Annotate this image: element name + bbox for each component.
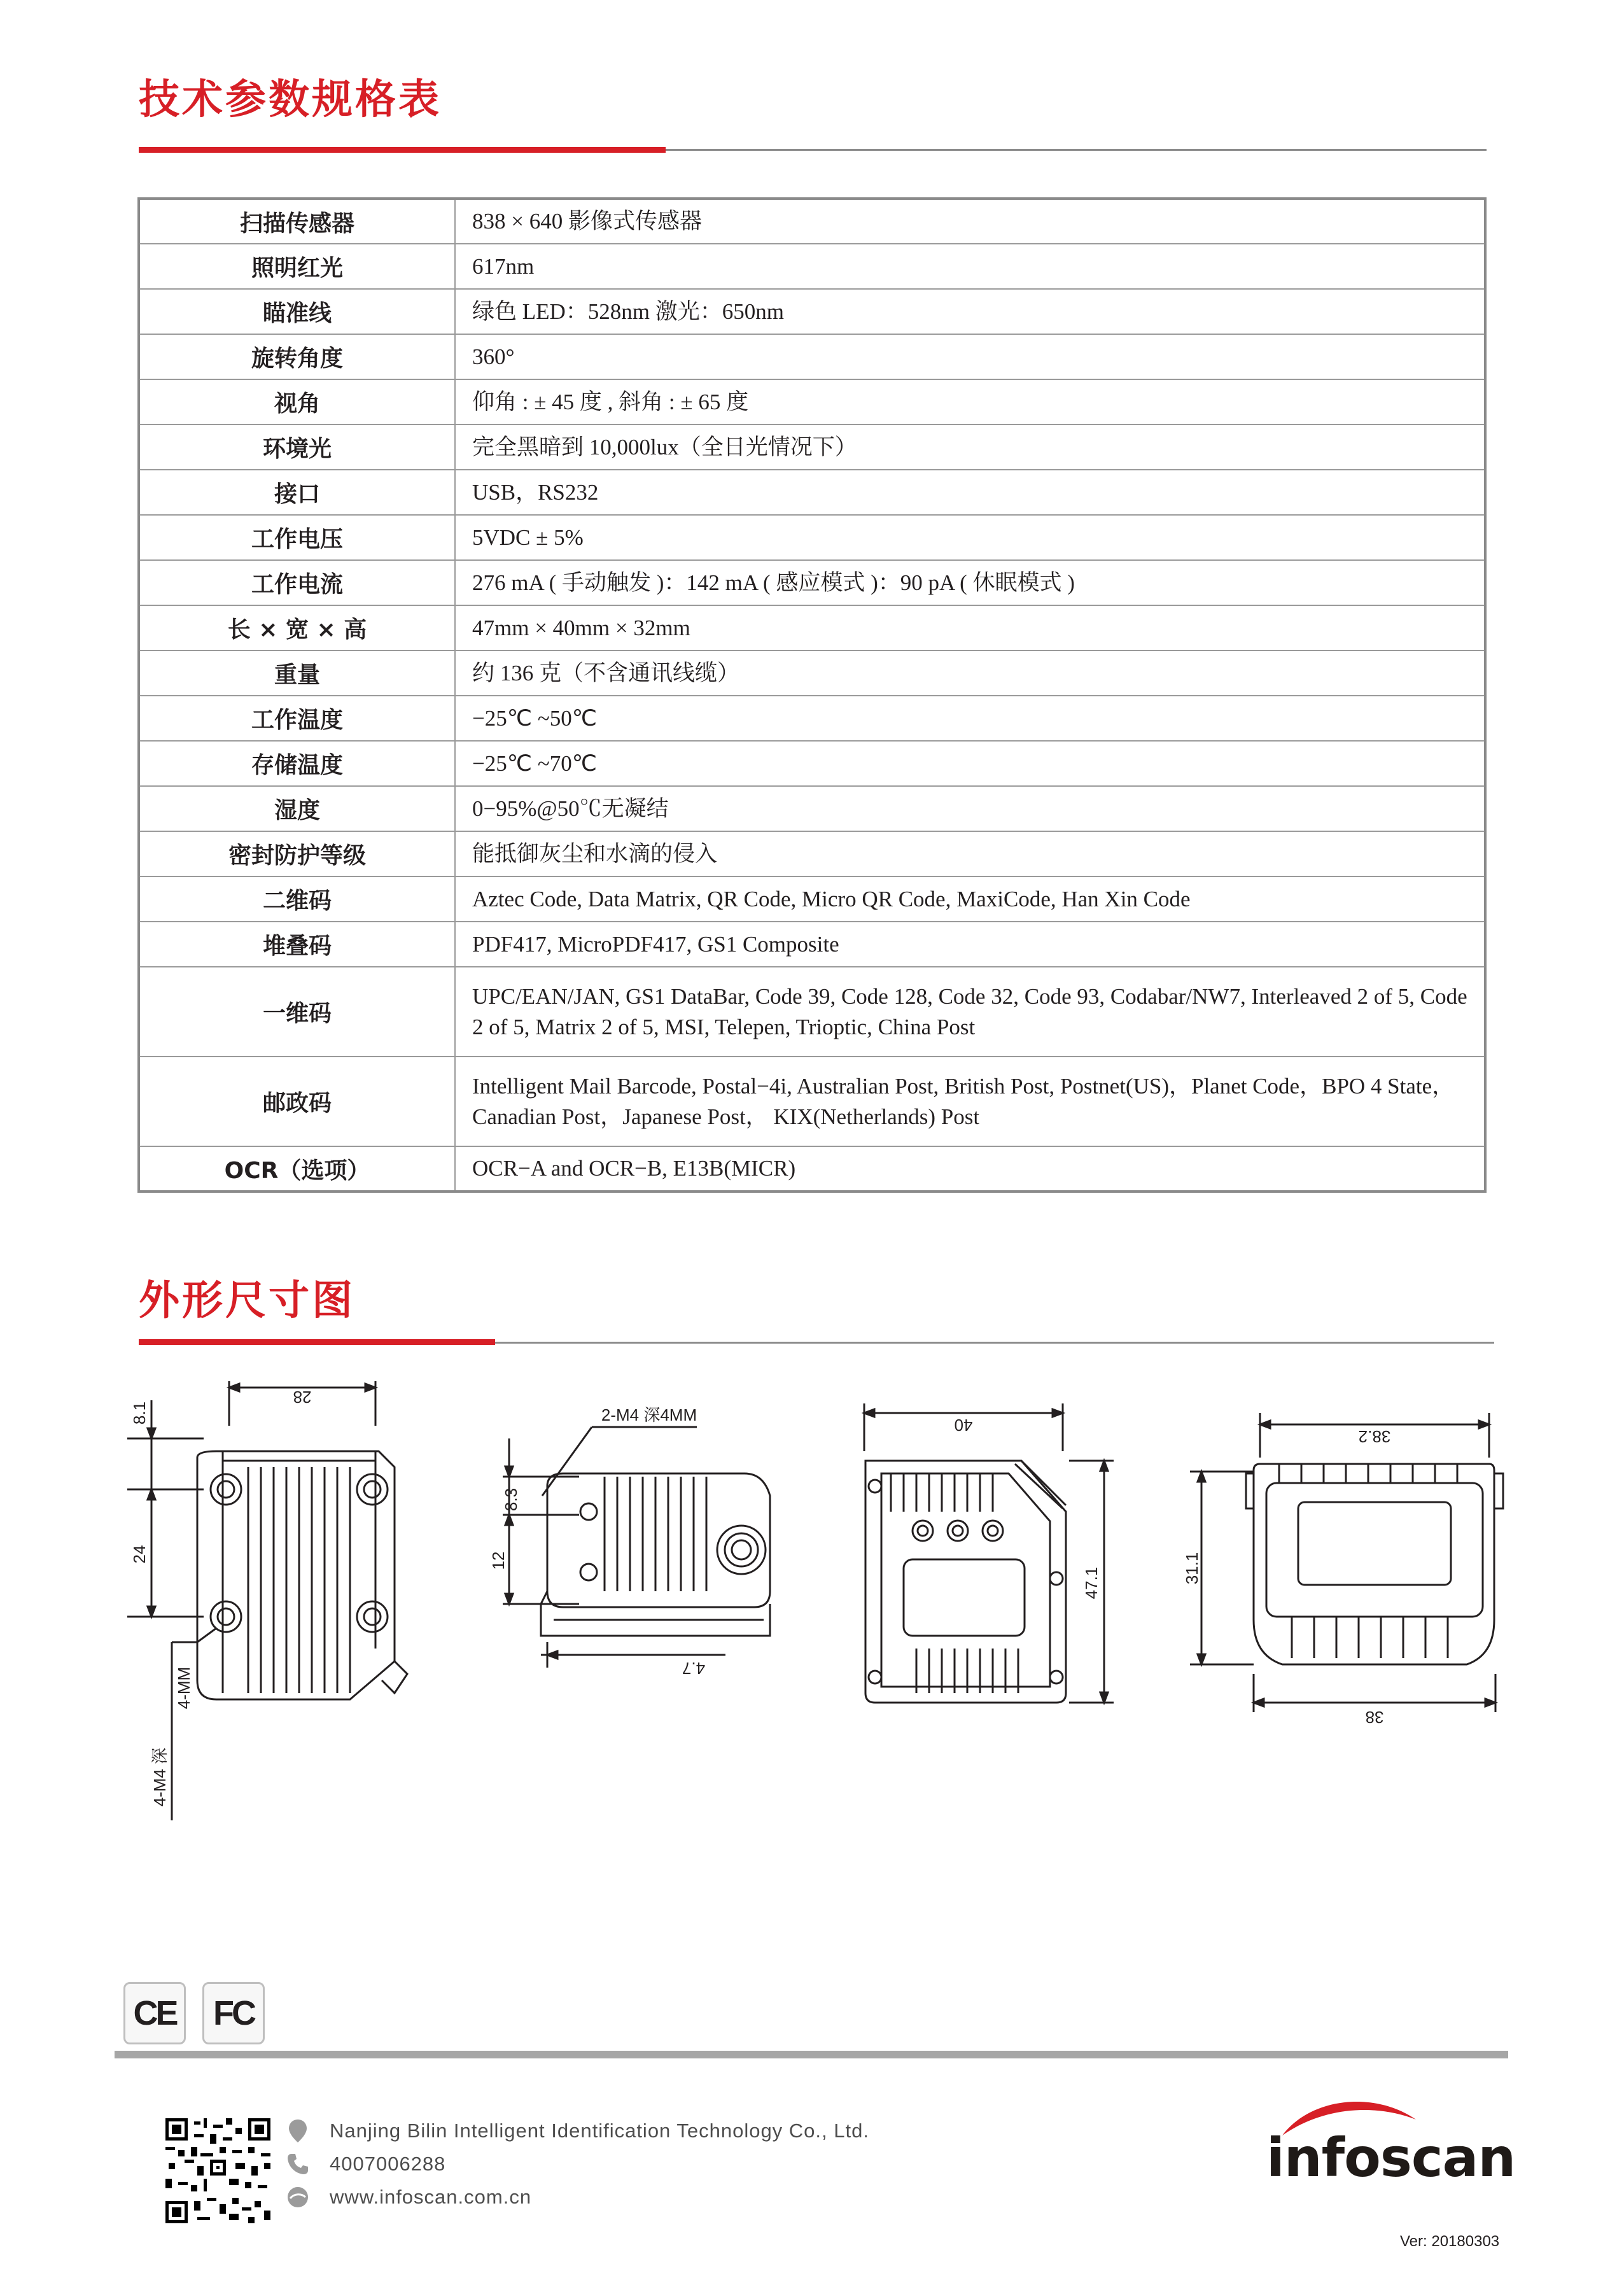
dim-side-4-7: 4.7 (682, 1659, 706, 1678)
dim-back-31-1: 31.1 (1182, 1552, 1201, 1585)
dimension-view-back (1177, 1400, 1508, 1744)
spec-row (139, 515, 1485, 560)
version-label: Ver: 20180303 (1400, 2233, 1500, 2250)
spec-label: 接口 (139, 470, 455, 515)
spec-row (139, 244, 1485, 289)
location-icon (285, 2118, 311, 2144)
spec-value: 约 136 克（不含通讯线缆） (455, 650, 1485, 696)
qr-code (165, 2118, 270, 2223)
spec-value: 绿色 LED：528nm 激光：650nm (455, 289, 1485, 334)
spec-label: 存储温度 (139, 741, 455, 786)
spec-value: UPC/EAN/JAN, GS1 DataBar, Code 39, Code 128, Code 32, Code 93, Codabar/NW7, Interleaved 2 of 5, Code 2 of 5, Matrix 2 of 5, MSI, Telepen, Trioptic, China Post (455, 967, 1485, 1057)
dimension-view-top (115, 1362, 445, 1833)
dim-back-38: 38 (1365, 1708, 1384, 1727)
dimension-section-title: 外形尺寸图 (139, 1277, 355, 1325)
dim-back-38-2: 38.2 (1358, 1427, 1391, 1446)
dimension-view-side (484, 1400, 815, 1693)
spec-row (139, 831, 1485, 876)
spec-label: 一维码 (139, 967, 455, 1057)
spec-label: 扫描传感器 (139, 199, 455, 244)
dimension-view-front (846, 1394, 1139, 1731)
spec-row (139, 741, 1485, 786)
spec-label: 二维码 (139, 876, 455, 922)
dim-left-8-1: 8.1 (130, 1401, 149, 1425)
dimension-rule-red (139, 1339, 495, 1345)
spec-row (139, 425, 1485, 470)
spec-value: 617nm (455, 244, 1485, 289)
spec-value: 完全黑暗到 10,000lux（全日光情况下） (455, 425, 1485, 470)
ce-mark: CE (123, 1982, 186, 2044)
spec-value: 0−95%@50℃无凝结 (455, 786, 1485, 831)
spec-row (139, 605, 1485, 650)
spec-value: 仰角 : ± 45 度 , 斜角 : ± 65 度 (455, 379, 1485, 425)
spec-row (139, 470, 1485, 515)
spec-label: 密封防护等级 (139, 831, 455, 876)
dim-note-4m4: 4-M4 深 (150, 1747, 169, 1807)
dim-top-28: 28 (293, 1388, 312, 1407)
spec-table (137, 197, 1487, 1193)
spec-value: 能抵御灰尘和水滴的侵入 (455, 831, 1485, 876)
spec-row (139, 1057, 1485, 1146)
spec-value: Aztec Code, Data Matrix, QR Code, Micro QR Code, MaxiCode, Han Xin Code (455, 876, 1485, 922)
spec-row (139, 1146, 1485, 1192)
spec-label: 邮政码 (139, 1057, 455, 1146)
spec-row (139, 334, 1485, 379)
spec-label: 工作电流 (139, 560, 455, 605)
spec-row (139, 922, 1485, 967)
spec-value: 5VDC ± 5% (455, 515, 1485, 560)
spec-value: Intelligent Mail Barcode, Postal−4i, Australian Post, British Post, Postnet(US)，Planet Code，BPO 4 State，Canadian Post，Japanese Post， KIX(Netherlands) Post (455, 1057, 1485, 1146)
spec-value: USB，RS232 (455, 470, 1485, 515)
spec-row (139, 560, 1485, 605)
spec-label: 瞄准线 (139, 289, 455, 334)
spec-row (139, 289, 1485, 334)
spec-label: 环境光 (139, 425, 455, 470)
dim-note-4mm: 4-MM (174, 1666, 193, 1710)
dim-left-24: 24 (130, 1545, 149, 1564)
spec-label: 重量 (139, 650, 455, 696)
company-name: Nanjing Bilin Intelligent Identification Technology Co., Ltd. (330, 2120, 869, 2142)
fcc-mark: FC (202, 1982, 265, 2044)
phone-number: 4007006288 (330, 2153, 446, 2175)
spec-row (139, 650, 1485, 696)
spec-row (139, 199, 1485, 244)
spec-label: 工作电压 (139, 515, 455, 560)
spec-row (139, 696, 1485, 741)
spec-label: 视角 (139, 379, 455, 425)
website[interactable]: www.infoscan.com.cn (330, 2186, 532, 2208)
spec-value: 360° (455, 334, 1485, 379)
dim-front-47-1: 47.1 (1082, 1566, 1101, 1600)
spec-row (139, 876, 1485, 922)
spec-value: −25℃ ~50℃ (455, 696, 1485, 741)
title-rule-red (139, 147, 666, 153)
dim-side-8-3: 8.3 (501, 1487, 521, 1512)
spec-label: 工作温度 (139, 696, 455, 741)
spec-value: PDF417, MicroPDF417, GS1 Composite (455, 922, 1485, 967)
spec-row (139, 967, 1485, 1057)
spec-row (139, 379, 1485, 425)
spec-value: OCR−A and OCR−B, E13B(MICR) (455, 1146, 1485, 1192)
dim-note-2m4: 2-M4 深4MM (601, 1405, 697, 1424)
footer-divider (115, 2051, 1508, 2058)
brand-logo: infoscan (1266, 2127, 1516, 2189)
spec-label: 堆叠码 (139, 922, 455, 967)
spec-label: 湿度 (139, 786, 455, 831)
dim-side-12: 12 (489, 1551, 508, 1570)
spec-label: 照明红光 (139, 244, 455, 289)
spec-label: OCR（选项） (139, 1146, 455, 1192)
spec-label: 长 × 宽 × 高 (139, 605, 455, 650)
spec-label: 旋转角度 (139, 334, 455, 379)
phone-icon (285, 2151, 311, 2177)
spec-value: 838 × 640 影像式传感器 (455, 199, 1485, 244)
spec-section-title: 技术参数规格表 (139, 76, 442, 123)
spec-value: −25℃ ~70℃ (455, 741, 1485, 786)
spec-row (139, 786, 1485, 831)
web-icon (285, 2184, 311, 2210)
dim-front-40: 40 (954, 1416, 973, 1435)
spec-value: 276 mA ( 手动触发 )：142 mA ( 感应模式 )：90 pA ( 休眠模式 ) (455, 560, 1485, 605)
spec-value: 47mm × 40mm × 32mm (455, 605, 1485, 650)
